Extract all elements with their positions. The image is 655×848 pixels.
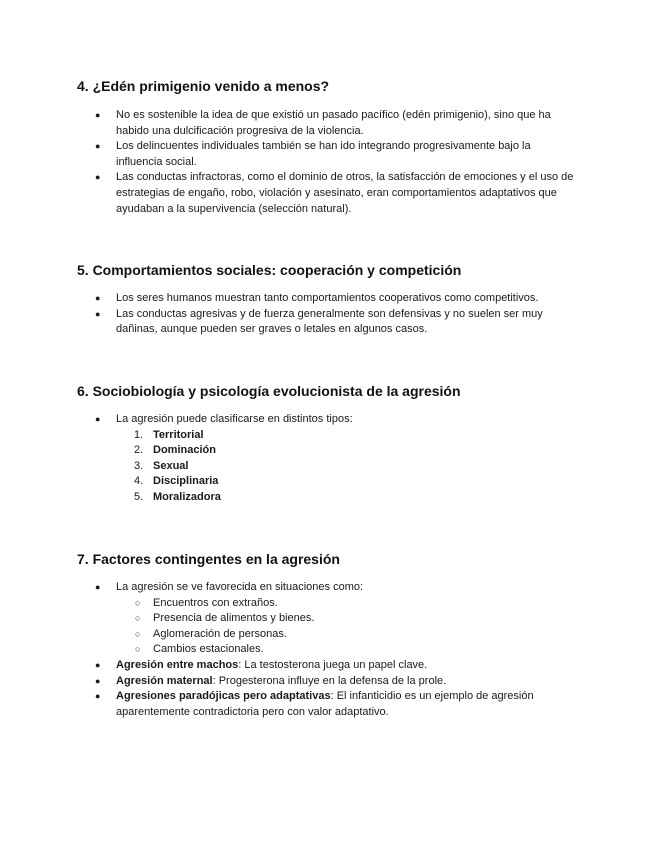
term: Agresiones paradójicas pero adaptativas: [116, 690, 331, 703]
list-item: 1. Territorial: [134, 428, 204, 441]
section-6-heading: 6. Sociobiología y psicología evolucionista de la agresión: [77, 383, 461, 399]
list-item: ○ Encuentros con extraños.: [0, 596, 574, 612]
aggression-types-list: [116, 428, 574, 506]
section-6-list: [0, 412, 574, 506]
list-item: ● Agresión entre machos: La testosterona juega un papel clave.: [0, 658, 574, 674]
aggression-types-intro: La agresión puede clasificarse en distintos tipos:: [116, 413, 353, 425]
list-item: [0, 412, 574, 506]
term: Agresión maternal: [116, 674, 213, 687]
list-item: ● Agresiones paradójicas pero adaptativas: El infanticidio es un ejemplo de agresión aparentemente contradictoria pero con valor adaptativo.: [0, 689, 574, 720]
list-item: ○ Aglomeración de personas.: [0, 627, 574, 643]
list-item: ● Las conductas infractoras, como el dominio de otros, la satisfacción de emociones y el uso de estrategias de engaño, robo, violación y asesinato, eran comportamientos adaptativos que ayudaban a la supervivencia (selección natural).: [0, 170, 574, 217]
list-item: 5. Moralizadora: [134, 490, 221, 503]
list-item: 3. Sexual: [134, 459, 189, 472]
section-4-list: [0, 108, 574, 217]
list-item: ○ Presencia de alimentos y bienes.: [0, 611, 574, 627]
list-item: 2. Dominación: [134, 444, 216, 457]
section-5-list: [0, 291, 574, 338]
section-7-heading: 7. Factores contingentes en la agresión: [77, 551, 340, 567]
list-item: [0, 580, 574, 658]
situations-intro: La agresión se ve favorecida en situaciones como:: [116, 581, 364, 593]
list-item: ● Agresión maternal: Progesterona influye en la defensa de la prole.: [0, 674, 574, 690]
list-item: ○ Cambios estacionales.: [0, 642, 574, 658]
list-item: ● Los delincuentes individuales también se han ido integrando progresivamente bajo la influencia social.: [0, 139, 574, 170]
section-4-heading: 4. ¿Edén primigenio venido a menos?: [77, 78, 330, 94]
list-item: ● Los seres humanos muestran tanto comportamientos cooperativos como competitivos.: [0, 291, 574, 307]
term: Agresión entre machos: [116, 658, 239, 671]
situations-list: [116, 596, 574, 658]
section-7-list: [0, 580, 574, 720]
section-5-heading: 5. Comportamientos sociales: cooperación y competición: [77, 262, 462, 278]
list-item: 4. Disciplinaria: [134, 475, 219, 488]
list-item: ● Las conductas agresivas y de fuerza generalmente son defensivas y no suelen ser muy dañinas, aunque pueden ser graves o letales en algunos casos.: [0, 307, 574, 338]
list-item: ● No es sostenible la idea de que existió un pasado pacífico (edén primigenio), sino que ha habido una dulcificación progresiva de la violencia.: [0, 108, 574, 139]
